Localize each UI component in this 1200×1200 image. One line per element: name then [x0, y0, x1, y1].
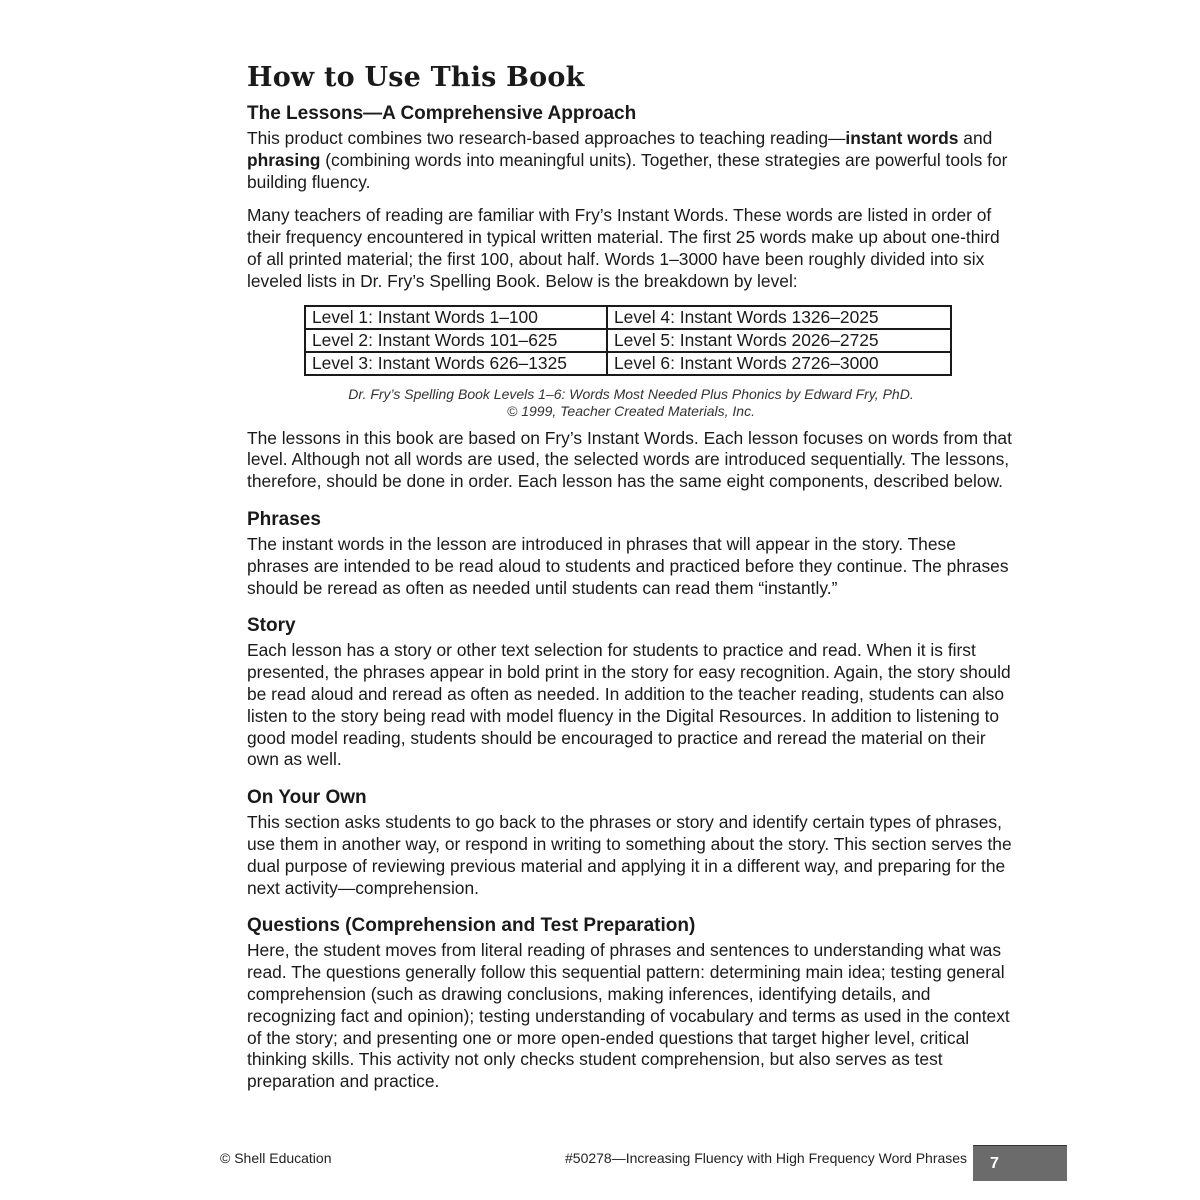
table-cell: Level 1: Instant Words 1–100 — [305, 306, 607, 329]
table-row — [305, 329, 951, 352]
table-cell: Level 2: Instant Words 101–625 — [305, 329, 607, 352]
lessons-paragraph-1 — [247, 128, 1015, 193]
table-cell: Level 5: Instant Words 2026–2725 — [607, 329, 951, 352]
page-number-badge — [973, 1145, 1067, 1181]
table-cell: Level 6: Instant Words 2726–3000 — [607, 352, 951, 375]
caption-line-1: Dr. Fry’s Spelling Book Levels 1–6: Words Most Needed Plus Phonics by Edward Fry, PhD. — [348, 385, 914, 402]
footer-publisher: © Shell Education — [220, 1150, 332, 1166]
page-title: How to Use This Book — [247, 62, 585, 93]
on-your-own-heading: On Your Own — [247, 787, 367, 809]
questions-paragraph: Here, the student moves from literal reading of phrases and sentences to understanding what was read. The questions generally follow this sequential pattern: determining main idea; testing general comprehension (such as drawing conclusions, making inferences, identifying details, and recognizing fact and opinion); testing understanding of vocabulary and terms as used in the context of the story; and presenting one or more open-ended questions that target higher level, critical thinking skills. This activity not only checks student comprehension, but also serves as test preparation and practice. — [247, 940, 1010, 1092]
lessons-heading: The Lessons—A Comprehensive Approach — [247, 103, 637, 124]
on-your-own-paragraph: This section asks students to go back to the phrases or story and identify certain types of phrases, use them in another way, or respond in writing to something about the story. This section serves the dual purpose of reviewing previous material and applying it in a different way, and preparing for the next activity—comprehension. — [247, 812, 1012, 898]
footer-book-title: #50278—Increasing Fluency with High Frequency Word Phrases — [565, 1150, 968, 1166]
caption-line-2: © 1999, Teacher Created Materials, Inc. — [507, 402, 755, 419]
phrases-paragraph: The instant words in the lesson are introduced in phrases that will appear in the story. These phrases are intended to be read aloud to students and practiced before they continue. The phrases should be reread as often as needed until students can read them “instantly.” — [247, 533, 1009, 598]
table-cell: Level 3: Instant Words 626–1325 — [305, 352, 607, 375]
lessons-p1-text-and: and — [958, 128, 993, 148]
table-row — [305, 306, 951, 329]
lessons-p1-bold-phrasing: phrasing — [247, 149, 321, 170]
table-cell: Level 4: Instant Words 1326–2025 — [607, 306, 951, 329]
story-paragraph: Each lesson has a story or other text selection for students to practice and read. When it is first presented, the phrases appear in bold print in the story for easy recognition. Again, the story should be read aloud and reread as often as needed. In addition to the teacher reading, students can also listen to the story being read with model fluency in the Digital Resources. In addition to listening to good model reading, students should be encouraged to practice and reread the material on their own as well. — [247, 640, 1011, 770]
lessons-p1-text-end: (combining words into meaningful units). Together, these strategies are powerful tools for building fluency. — [247, 149, 1008, 192]
story-heading: Story — [247, 615, 296, 637]
table-caption — [247, 386, 1015, 420]
phrases-heading: Phrases — [247, 508, 321, 530]
page-content — [247, 62, 1015, 1093]
lessons-paragraph-2: Many teachers of reading are familiar with Fry’s Instant Words. These words are listed in order of their frequency encountered in typical written material. The first 25 words make up about one-third of all printed material; the first 100, about half. Words 1–3000 have been roughly divided into six leveled lists in Dr. Fry’s Spelling Book. Below is the breakdown by level: — [247, 205, 1000, 291]
page-number: 7 — [990, 1155, 999, 1172]
questions-heading: Questions (Comprehension and Test Preparation) — [247, 915, 696, 937]
lessons-paragraph-3: The lessons in this book are based on Fry’s Instant Words. Each lesson focuses on words from that level. Although not all words are used, the selected words are introduced sequentially. The lessons, therefore, should be done in order. Each lesson has the same eight components, described below. — [247, 427, 1012, 492]
levels-table — [304, 305, 952, 376]
lessons-p1-bold-instant-words: instant words — [845, 128, 959, 148]
table-row — [305, 352, 951, 375]
lessons-p1-text: This product combines two research-based approaches to teaching reading— — [247, 128, 846, 148]
